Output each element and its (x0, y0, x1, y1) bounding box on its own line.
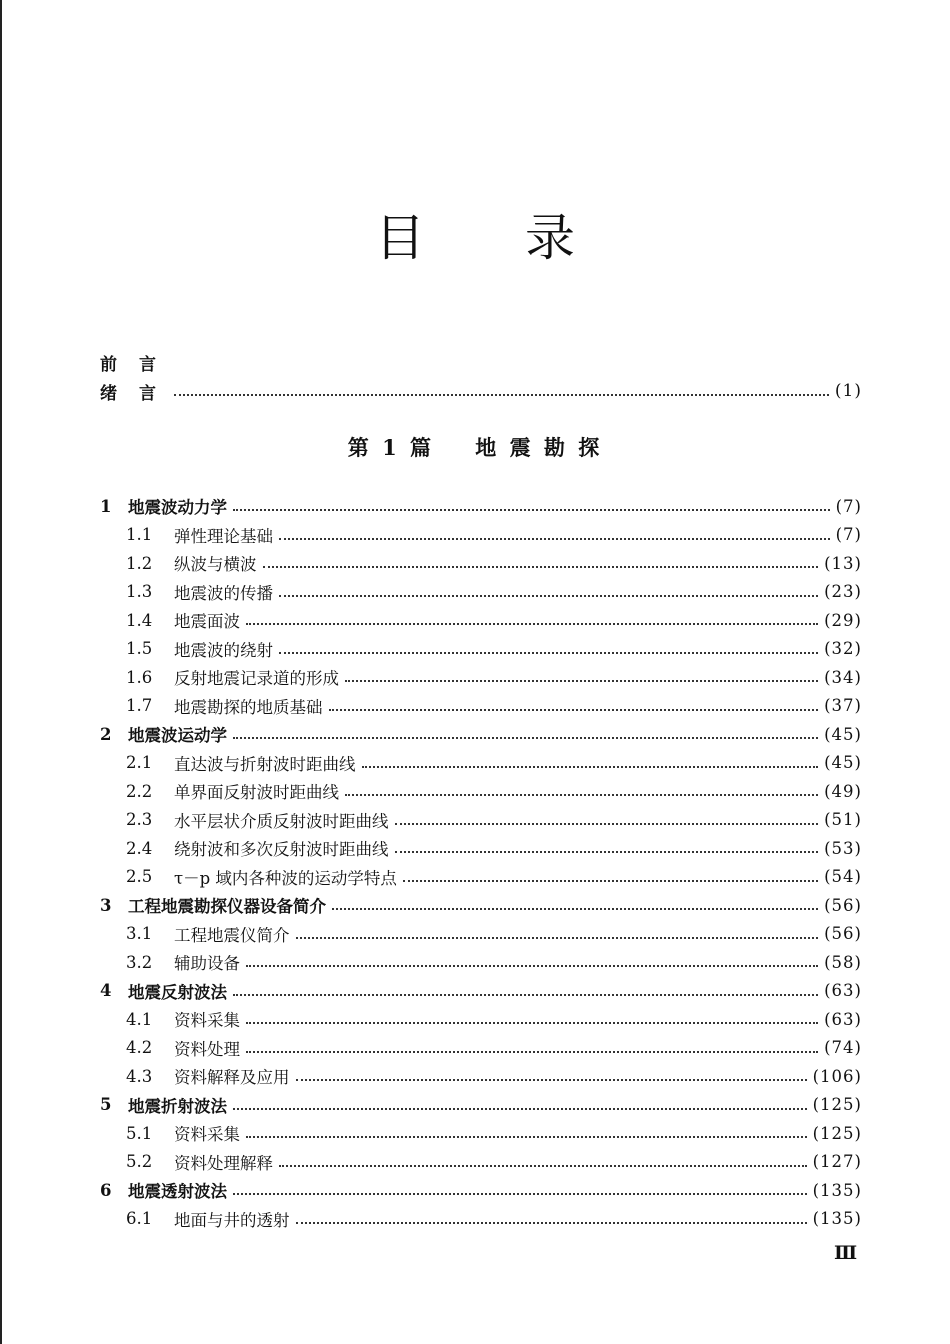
toc-number: 1.3 (126, 582, 153, 602)
page-ref: (45) (824, 753, 862, 773)
front-matter-intro[interactable] (100, 379, 862, 403)
toc-number: 1.4 (126, 610, 153, 630)
toc-title: 资料处理 (174, 1039, 240, 1059)
toc-section-row[interactable] (100, 777, 862, 806)
page-ref: (127) (812, 1152, 862, 1172)
leader-dots (246, 1136, 807, 1138)
toc-number: 5.2 (126, 1152, 153, 1172)
toc-number: 4.3 (126, 1066, 153, 1086)
leader-dots (279, 652, 818, 654)
leader-dots (263, 566, 819, 568)
toc-section-row[interactable] (100, 1005, 862, 1034)
part-title: 第 1 篇 地 震 勘 探 (347, 435, 603, 460)
toc-title: 资料采集 (174, 1125, 240, 1145)
toc-chapter-row[interactable] (100, 977, 862, 1006)
toc-title: 反射地震记录道的形成 (174, 669, 339, 689)
page-ref: (45) (824, 724, 862, 744)
toc-title: 地震面波 (174, 612, 240, 632)
toc-section-row[interactable] (100, 521, 862, 550)
toc-title: 纵波与横波 (174, 555, 257, 575)
page-ref: (37) (824, 696, 862, 716)
toc-number: 1.1 (126, 525, 153, 545)
toc-section-row[interactable] (100, 1119, 862, 1148)
toc-title: 辅助设备 (174, 954, 240, 974)
toc-number: 2 (100, 724, 112, 744)
toc-title: 资料处理解释 (174, 1153, 273, 1173)
page-ref: (51) (824, 810, 862, 830)
leader-dots (403, 880, 818, 882)
front-matter-label: 前言 (100, 354, 178, 375)
leader-dots (296, 937, 819, 939)
toc-number: 6 (100, 1180, 112, 1200)
toc-title: 工程地震勘探仪器设备简介 (128, 897, 326, 917)
toc-title: 资料采集 (174, 1011, 240, 1031)
toc-title: 地震波动力学 (128, 498, 227, 518)
toc-number: 1.7 (126, 696, 153, 716)
toc-title: 资料解释及应用 (174, 1068, 290, 1088)
page-edge-line (0, 0, 2, 1344)
toc-number: 4 (100, 981, 112, 1001)
toc-section-row[interactable] (100, 692, 862, 721)
toc-number: 3 (100, 895, 112, 915)
toc-section-row[interactable] (100, 1205, 862, 1234)
leader-dots (329, 709, 819, 711)
toc-title: 地面与井的透射 (174, 1210, 290, 1230)
leader-dots (233, 994, 818, 996)
toc-section-row[interactable] (100, 1062, 862, 1091)
leader-dots (246, 623, 818, 625)
leader-dots (174, 394, 829, 396)
toc-number: 1.5 (126, 639, 153, 659)
page-ref: (106) (812, 1066, 862, 1086)
leader-dots (233, 1193, 807, 1195)
toc-number: 1 (100, 496, 112, 516)
toc-section-row[interactable] (100, 863, 862, 892)
toc-title: 弹性理论基础 (174, 526, 273, 546)
toc-section-row[interactable] (100, 920, 862, 949)
page-ref: (74) (824, 1038, 862, 1058)
toc-chapter-row[interactable] (100, 891, 862, 920)
leader-dots (279, 538, 830, 540)
page-ref: (13) (824, 553, 862, 573)
toc-number: 2.5 (126, 867, 153, 887)
leader-dots (395, 851, 819, 853)
leader-dots (233, 737, 818, 739)
toc-title: 水平层状介质反射波时距曲线 (174, 811, 389, 831)
toc-title: 地震波的绕射 (174, 640, 273, 660)
page-ref: (56) (824, 895, 862, 915)
toc-title: 地震勘探的地质基础 (174, 697, 323, 717)
toc-section-row[interactable] (100, 549, 862, 578)
toc-number: 1.6 (126, 667, 153, 687)
toc-section-row[interactable] (100, 606, 862, 635)
page-ref: (63) (824, 1009, 862, 1029)
leader-dots (233, 1108, 807, 1110)
page-ref: (56) (824, 924, 862, 944)
toc-section-row[interactable] (100, 578, 862, 607)
leader-dots (345, 680, 818, 682)
page-ref: (49) (824, 781, 862, 801)
page-ref: (58) (824, 952, 862, 972)
leader-dots (332, 908, 818, 910)
toc-number: 2.4 (126, 838, 153, 858)
leader-dots (279, 1165, 807, 1167)
toc-title: 地震透射波法 (128, 1182, 227, 1202)
toc-list (100, 492, 862, 1233)
toc-title: 工程地震仪简介 (174, 925, 290, 945)
toc-number: 4.2 (126, 1038, 153, 1058)
page-title: 目录 (375, 209, 675, 267)
toc-title: 地震折射波法 (128, 1096, 227, 1116)
toc-title: 直达波与折射波时距曲线 (174, 754, 356, 774)
front-matter-preface[interactable] (100, 350, 862, 374)
page-ref: (23) (824, 582, 862, 602)
page-ref: (63) (824, 981, 862, 1001)
toc-title: 单界面反射波时距曲线 (174, 783, 339, 803)
toc-chapter-row[interactable] (100, 1176, 862, 1205)
toc-number: 3.1 (126, 924, 153, 944)
page-ref: (135) (812, 1209, 862, 1229)
page-ref: (125) (812, 1123, 862, 1143)
toc-title: 地震反射波法 (128, 982, 227, 1002)
page-ref: (7) (835, 496, 862, 516)
leader-dots (296, 1079, 807, 1081)
leader-dots (246, 1022, 818, 1024)
front-matter-label: 绪言 (100, 383, 178, 404)
toc-number: 1.2 (126, 553, 153, 573)
toc-title: 地震波运动学 (128, 726, 227, 746)
leader-dots (345, 794, 818, 796)
page-ref: (7) (835, 525, 862, 545)
leader-dots (246, 965, 818, 967)
toc-number: 5 (100, 1095, 112, 1115)
toc-section-row[interactable] (100, 806, 862, 835)
toc-number: 4.1 (126, 1009, 153, 1029)
toc-section-row[interactable] (100, 663, 862, 692)
toc-number: 2.1 (126, 753, 153, 773)
toc-section-row[interactable] (100, 948, 862, 977)
page-ref: (135) (812, 1180, 862, 1200)
toc-chapter-row[interactable] (100, 1091, 862, 1120)
toc-section-row[interactable] (100, 635, 862, 664)
toc-section-row[interactable] (100, 749, 862, 778)
leader-dots (395, 823, 819, 825)
page-ref: (53) (824, 838, 862, 858)
page-ref: (34) (824, 667, 862, 687)
toc-title: τ－p 域内各种波的运动学特点 (174, 868, 397, 888)
toc-section-row[interactable] (100, 834, 862, 863)
leader-dots (246, 1051, 818, 1053)
leader-dots (296, 1222, 807, 1224)
page-ref: (54) (824, 867, 862, 887)
toc-chapter-row[interactable] (100, 492, 862, 521)
toc-number: 2.3 (126, 810, 153, 830)
page-number: Ⅲ (834, 1242, 858, 1264)
toc-number: 3.2 (126, 952, 153, 972)
page-ref: (125) (812, 1095, 862, 1115)
leader-dots (279, 595, 818, 597)
toc-number: 6.1 (126, 1209, 153, 1229)
toc-title: 绕射波和多次反射波时距曲线 (174, 840, 389, 860)
leader-dots (362, 766, 819, 768)
toc-section-row[interactable] (100, 1034, 862, 1063)
toc-section-row[interactable] (100, 1148, 862, 1177)
page-ref: (32) (824, 639, 862, 659)
toc-number: 2.2 (126, 781, 153, 801)
toc-chapter-row[interactable] (100, 720, 862, 749)
page-ref: (1) (834, 381, 862, 401)
toc-number: 5.1 (126, 1123, 153, 1143)
leader-dots (233, 509, 830, 511)
toc-title: 地震波的传播 (174, 583, 273, 603)
page-ref: (29) (824, 610, 862, 630)
